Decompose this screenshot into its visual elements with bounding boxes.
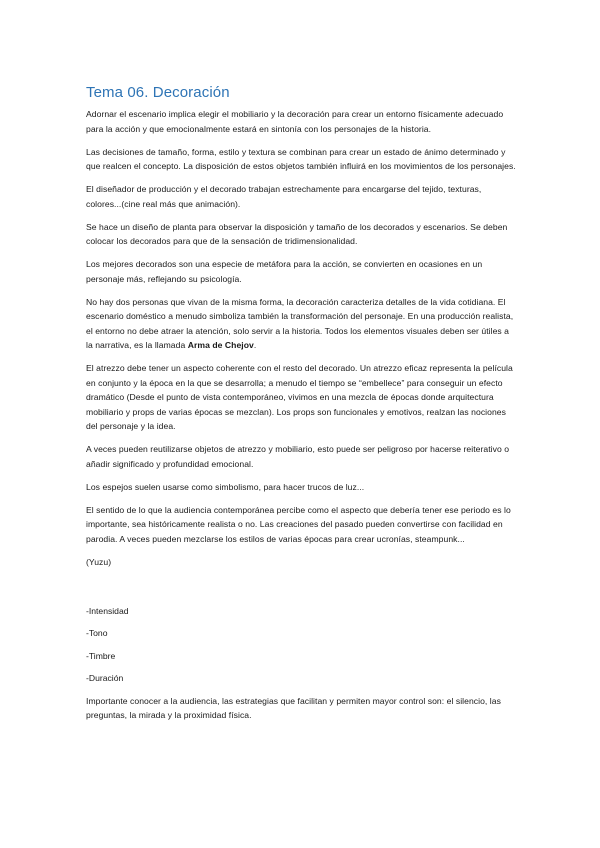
paragraph-5: Los mejores decorados son una especie de metáfora para la acción, se convierten en ocasiones en un personaje más, reflejando su psicología. <box>86 259 483 284</box>
paragraph-2: Las decisiones de tamaño, forma, estilo y textura se combinan para crear un estado de ánimo determinado y que realcen el concepto. La disposición de estos objetos también influirá en los movimientos de los personajes. <box>86 146 516 171</box>
author-note: (Yuzu) <box>86 556 112 567</box>
spacer <box>86 578 516 604</box>
closing-paragraph: Importante conocer a la audiencia, las estrategias que facilitan y permiten mayor control son: el silencio, las preguntas, la mirada y la proximidad física. <box>86 695 501 720</box>
list-item: -Tono <box>86 628 108 638</box>
paragraph-1: Adornar el escenario implica elegir el mobiliario y la decoración para crear un entorno físicamente adecuado para la acción y que emocionalmente estará en sintonía con los personajes de la historia. <box>86 109 504 134</box>
paragraph-4: Se hace un diseño de planta para observar la disposición y tamaño de los decorados y escenarios. Se deben colocar los decorados para que de la sensación de tridimensionalidad. <box>86 221 508 246</box>
page-title: Tema 06. Decoración <box>86 84 230 101</box>
paragraph-9: Los espejos suelen usarse como simbolismo, para hacer trucos de luz... <box>86 481 365 492</box>
bold-term: Arma de Chejov <box>187 340 254 350</box>
paragraph-7: El atrezzo debe tener un aspecto coherente con el resto del decorado. Un atrezzo eficaz representa la película en conjunto y la época en la que se desarrolla; a menudo el tiempo se “embellece” para conseguir un efecto dramático (Desde el punto de vista contemporáneo, vivimos en una mezcla de épocas donde arquitectura mobiliario y props de varias épocas se mezclan). Los props son funcionales y emotivos, realzan las nociones del personaje y la idea. <box>86 363 513 431</box>
paragraph-8: A veces pueden reutilizarse objetos de atrezzo y mobiliario, esto puede ser peligroso por hacerse reiterativo o añadir significado y profundidad emocional. <box>86 444 510 469</box>
paragraph-10: El sentido de lo que la audiencia contemporánea percibe como el aspecto que debería tener ese periodo es lo importante, sea históricamente realista o no. Las creaciones del pasado pueden convertirse con facilidad en parodia. A veces pueden mezclarse los estilos de varias épocas para crear ucronías, steampunk... <box>86 504 511 544</box>
list-item: -Intensidad <box>86 605 129 616</box>
list-item: -Duración <box>86 673 124 683</box>
document-page <box>86 84 516 731</box>
paragraph-6-text: No hay dos personas que vivan de la misma forma, la decoración caracteriza detalles de la vida cotidiana. El escenario doméstico a menudo simboliza también la transformación del personaje. En una producción realista, el entorno no debe atraer la atención, solo servir a la historia. Todos los elementos visuales deben ser útiles a la narrativa, es la llamada <box>86 296 514 350</box>
paragraph-6: No hay dos personas que vivan de la misma forma, la decoración caracteriza detalles de la vida cotidiana. El escenario doméstico a menudo simboliza también la transformación del personaje. En una producción realista, el entorno no debe atraer la atención, solo servir a la historia. Todos los elementos visuales deben ser útiles a la narrativa, es la llamada Arma de Chejov. <box>86 296 514 350</box>
paragraph-3: El diseñador de producción y el decorado trabajan estrechamente para encargarse del tejido, texturas, colores...(cine real más que animación). <box>86 184 482 209</box>
list-item: -Timbre <box>86 650 116 661</box>
